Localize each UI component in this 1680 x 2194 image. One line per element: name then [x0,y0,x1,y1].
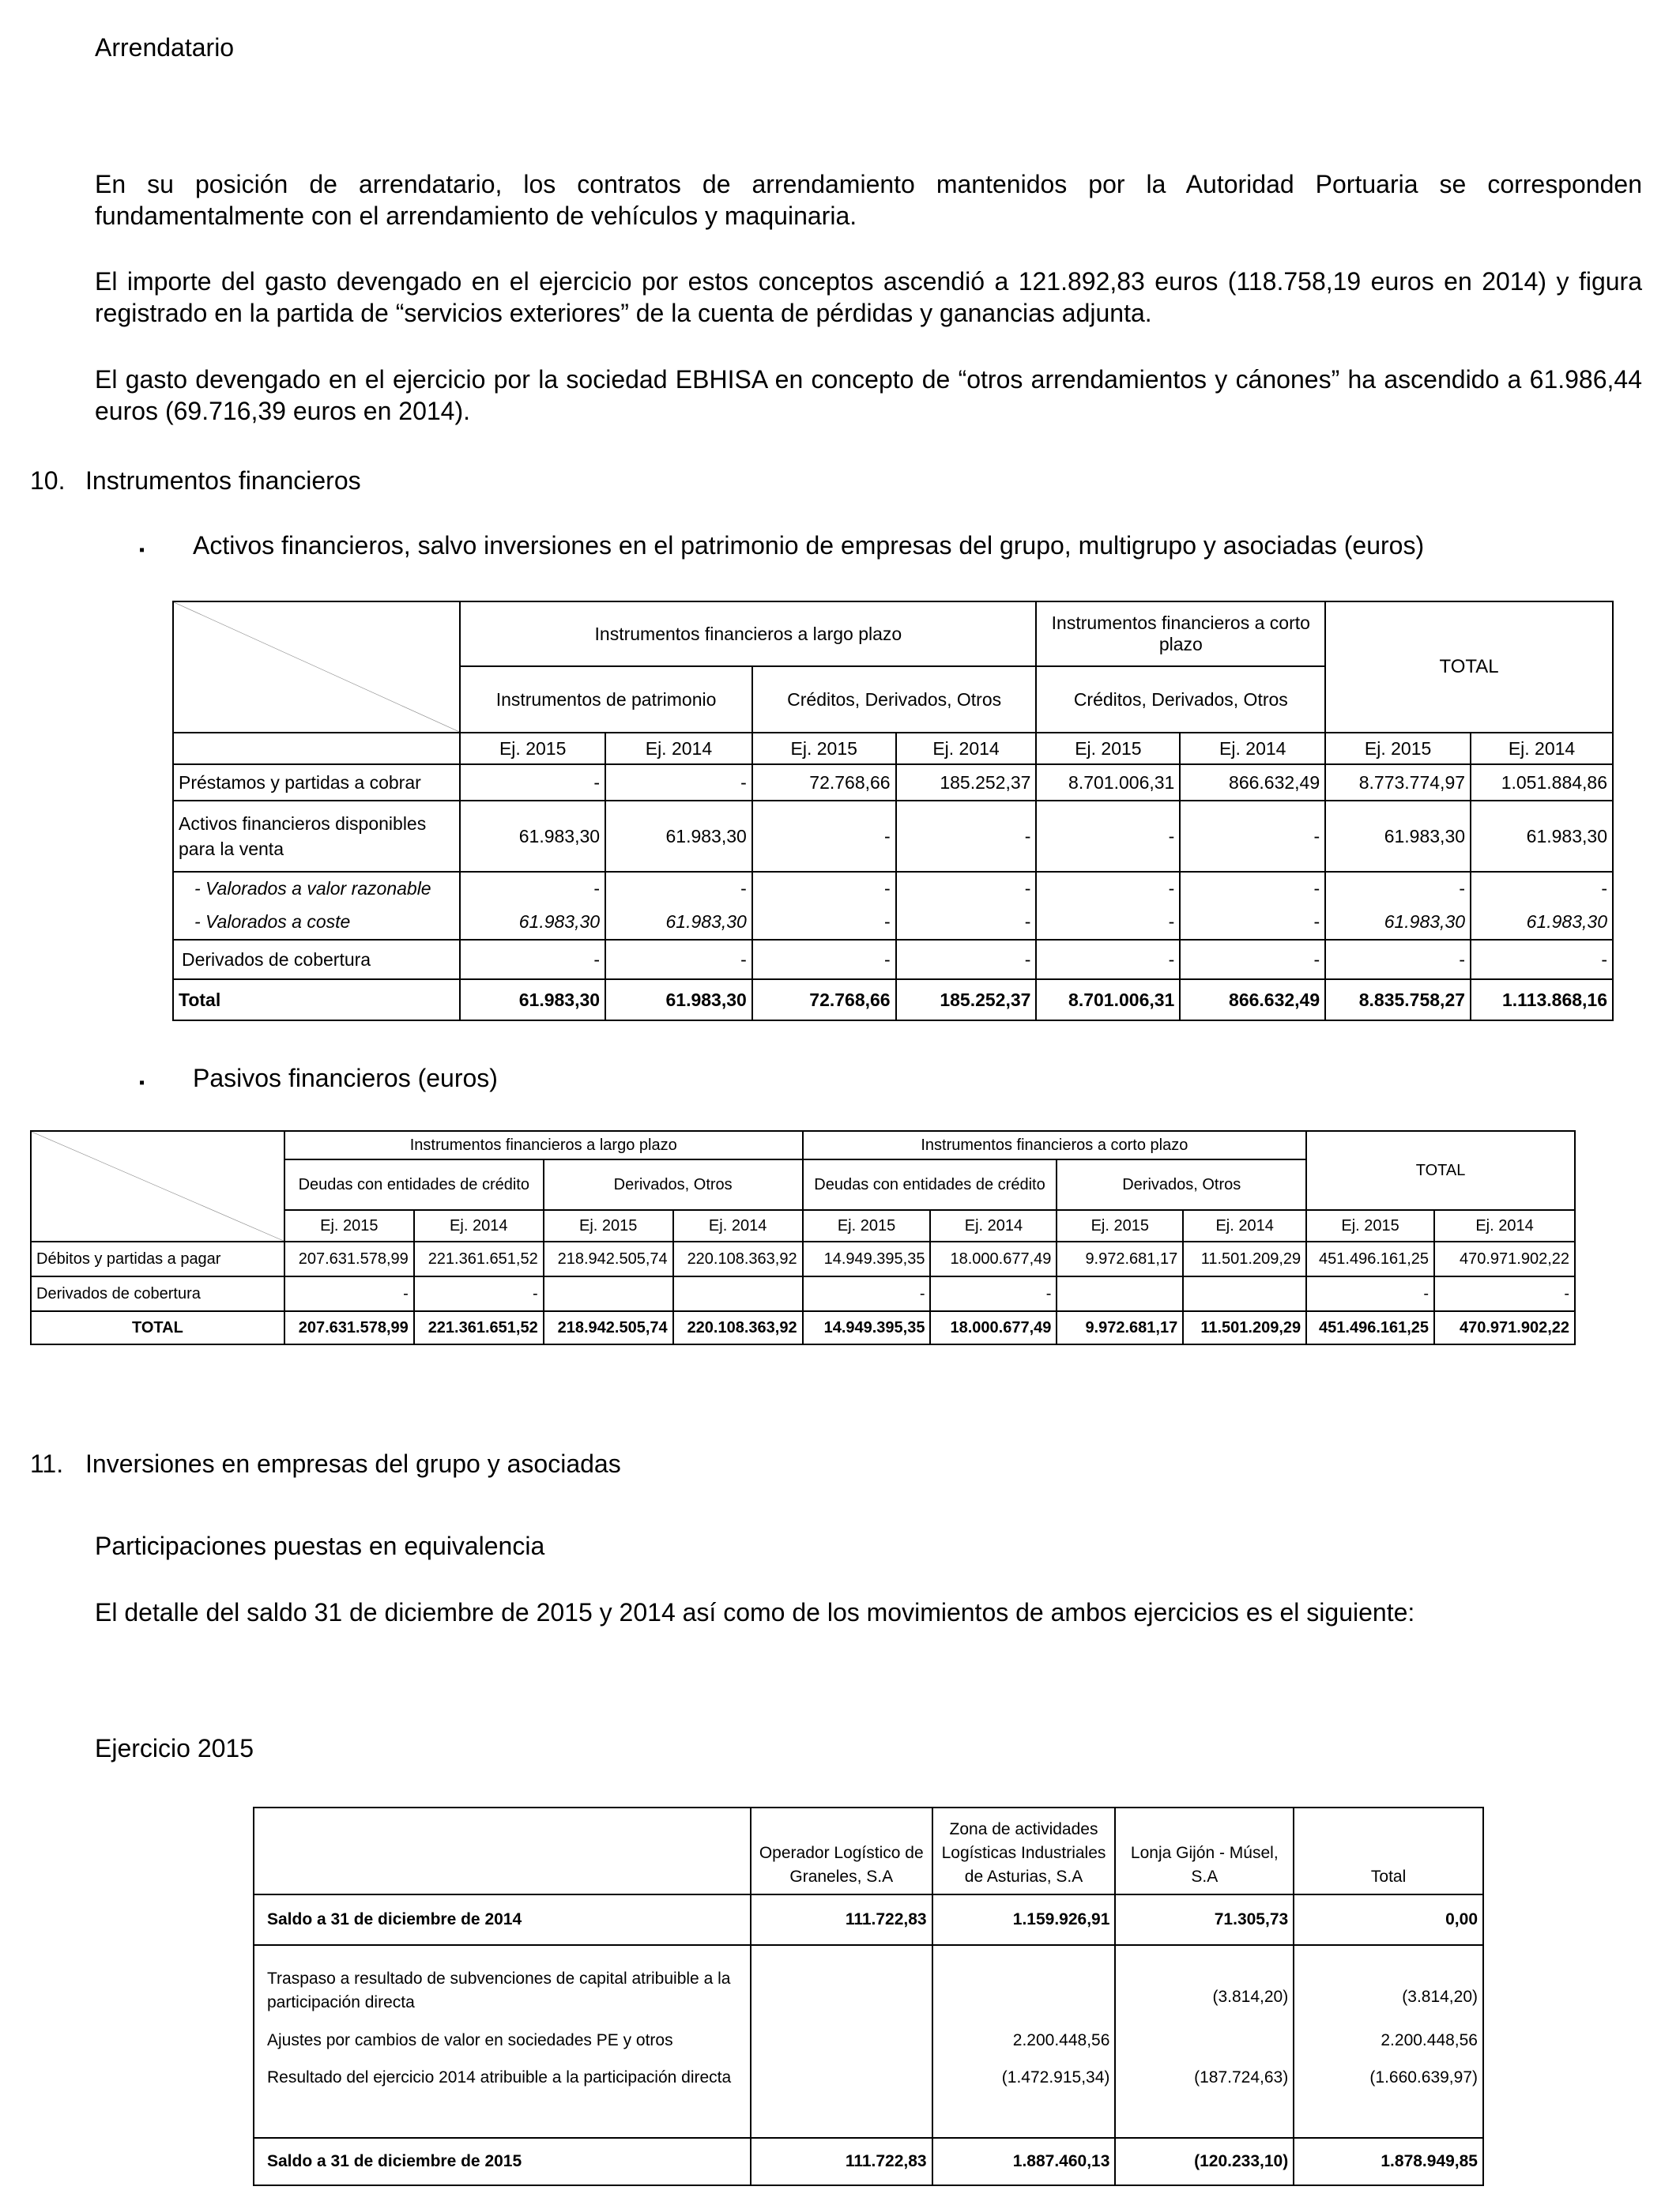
cell-value: 8.701.006,31 [1036,764,1180,801]
header-total: Total [1294,1808,1483,1894]
cell-value: - [284,1276,414,1311]
cell-value: - [752,905,896,940]
year-header: Ej. 2014 [414,1210,544,1242]
year-header: Ej. 2015 [460,733,605,764]
cell-value: 14.949.395,35 [803,1311,931,1344]
header-creditos-corto: Créditos, Derivados, Otros [1036,666,1325,733]
section-11-number: 11. [30,1449,64,1478]
cell-value: - [605,872,752,905]
section-11-title: Inversiones en empresas del grupo y asociadas [85,1449,621,1478]
header-largo-plazo: Instrumentos financieros a largo plazo [284,1131,803,1159]
year-header: Ej. 2015 [803,1210,931,1242]
year-header: Ej. 2014 [605,733,752,764]
cell-value: - [1325,872,1471,905]
section-10-number: 10. [30,466,66,495]
row-label: Saldo a 31 de diciembre de 2014 [254,1894,751,1945]
cell-value: - [460,764,605,801]
cell-value: 8.773.774,97 [1325,764,1471,801]
year-header: Ej. 2015 [1325,733,1471,764]
cell-value: 866.632,49 [1180,979,1325,1020]
cell-value: - [752,872,896,905]
table-row-total [254,2138,1483,2185]
subheading-arrendatario: Arrendatario [95,33,235,62]
activos-caption: Activos financieros, salvo inversiones en el patrimonio de empresas del grupo, multigrupo y asociadas (euros) [193,531,1425,560]
section-10-title: Instrumentos financieros [85,466,361,495]
cell-value: - [896,801,1037,872]
year-header: Ej. 2015 [1306,1210,1434,1242]
cell-value: - [605,764,752,801]
table-row [173,801,1613,872]
row-label: - Valorados a valor razonable [173,872,460,905]
cell-value: (3.814,20) [1294,1945,1483,2019]
row-label: Saldo a 31 de diciembre de 2015 [254,2138,751,2185]
cell-value: 18.000.677,49 [930,1242,1057,1276]
cell-value: - [605,940,752,979]
cell-value [751,2019,932,2062]
cell-value [751,2062,932,2138]
cell-value: - [1471,872,1613,905]
cell-value: 1.887.460,13 [932,2138,1116,2185]
cell-value: 72.768,66 [752,764,896,801]
cell-value [544,1276,673,1311]
cell-value: 14.949.395,35 [803,1242,931,1276]
header-total: TOTAL [1325,601,1613,733]
year-header: Ej. 2015 [1057,1210,1183,1242]
ejercicio-heading: Ejercicio 2015 [95,1734,254,1762]
cell-value: 61.983,30 [605,905,752,940]
cell-value: 1.113.868,16 [1471,979,1613,1020]
table-row [31,1276,1575,1311]
row-label: Derivados de cobertura [173,940,460,979]
cell-value: 61.983,30 [1325,801,1471,872]
cell-value: 61.983,30 [605,979,752,1020]
table-row [173,872,1613,905]
header-creditos-largo: Créditos, Derivados, Otros [752,666,1037,733]
cell-value: 185.252,37 [896,979,1037,1020]
cell-value: 8.835.758,27 [1325,979,1471,1020]
cell-value: - [752,940,896,979]
table-row [254,1894,1483,1945]
detalle-paragraph: El detalle del saldo 31 de diciembre de 2015 y 2014 así como de los movimientos de ambos ejercicios es el siguiente: [95,1598,1415,1627]
table-row [173,764,1613,801]
cell-value [1115,2019,1294,2062]
bullet-icon: ▪ [139,541,145,559]
cell-value [673,1276,803,1311]
cell-value: 470.971.902,22 [1434,1242,1575,1276]
header-lonja-gijon: Lonja Gijón - Músel, S.A [1115,1808,1294,1894]
header-deudas-largo: Deudas con entidades de crédito [284,1159,544,1210]
cell-value: (3.814,20) [1115,1945,1294,2019]
cell-value: - [803,1276,931,1311]
paragraph-3: El gasto devengado en el ejercicio por la sociedad EBHISA en concepto de “otros arrendamientos y cánones” ha ascendido a 61.986,44 euros (69.716,39 euros en 2014). [95,365,1642,425]
cell-value: 221.361.651,52 [414,1242,544,1276]
year-header: Ej. 2015 [544,1210,673,1242]
header-deudas-corto: Deudas con entidades de crédito [803,1159,1057,1210]
cell-value: (120.233,10) [1115,2138,1294,2185]
header-corto-plazo: Instrumentos financieros a corto plazo [1036,601,1325,666]
cell-value: 451.496.161,25 [1306,1311,1434,1344]
header-largo-plazo: Instrumentos financieros a largo plazo [460,601,1036,666]
cell-value [1057,1276,1183,1311]
year-header: Ej. 2014 [1471,733,1613,764]
table-row [173,905,1613,940]
cell-value: (1.660.639,97) [1294,2062,1483,2138]
pasivos-caption: Pasivos financieros (euros) [193,1064,498,1092]
cell-value: - [414,1276,544,1311]
cell-value: - [1471,940,1613,979]
row-label: - Valorados a coste [173,905,460,940]
cell-value: 61.983,30 [460,905,605,940]
corner-diagonal-cell [173,601,460,733]
row-label: Préstamos y partidas a cobrar [173,764,460,801]
cell-value: - [896,872,1037,905]
year-header: Ej. 2014 [896,733,1037,764]
equivalencia-table [253,1807,1484,2186]
cell-value: 61.983,30 [1471,801,1613,872]
row-label: Total [173,979,460,1020]
year-header: Ej. 2015 [752,733,896,764]
table-row-total [173,979,1613,1020]
cell-value: 207.631.578,99 [284,1242,414,1276]
cell-value: 218.942.505,74 [544,1242,673,1276]
cell-value: - [1434,1276,1575,1311]
row-label: Resultado del ejercicio 2014 atribuible a la participación directa [254,2062,751,2138]
cell-value: 18.000.677,49 [930,1311,1057,1344]
table-row [254,2019,1483,2062]
cell-value: 9.972.681,17 [1057,1242,1183,1276]
cell-value: - [1036,940,1180,979]
cell-value: - [896,905,1037,940]
cell-value: 1.051.884,86 [1471,764,1613,801]
cell-value: - [1180,905,1325,940]
row-label: Derivados de cobertura [31,1276,284,1311]
cell-value: - [930,1276,1057,1311]
cell-value: 2.200.448,56 [932,2019,1116,2062]
header-instrumentos-patrimonio: Instrumentos de patrimonio [460,666,752,733]
cell-value: 71.305,73 [1115,1894,1294,1945]
row-label: Ajustes por cambios de valor en sociedades PE y otros [254,2019,751,2062]
cell-value: - [752,801,896,872]
cell-value [751,1945,932,2019]
table-row [254,2062,1483,2138]
cell-value: 2.200.448,56 [1294,2019,1483,2062]
row-label: Activos financieros disponibles para la venta [173,801,460,872]
year-header: Ej. 2014 [930,1210,1057,1242]
cell-value: 11.501.209,29 [1183,1311,1306,1344]
cell-value: 866.632,49 [1180,764,1325,801]
cell-value: 0,00 [1294,1894,1483,1945]
cell-value: 207.631.578,99 [284,1311,414,1344]
cell-value: 185.252,37 [896,764,1037,801]
header-empty-cell [254,1808,751,1894]
header-operador-logistico: Operador Logístico de Graneles, S.A [751,1808,932,1894]
table-row [254,1945,1483,2019]
table-row-total [31,1311,1575,1344]
table-row [173,940,1613,979]
cell-value: 61.983,30 [605,801,752,872]
cell-value: 61.983,30 [460,801,605,872]
cell-value: 61.983,30 [1325,905,1471,940]
cell-value: 1.159.926,91 [932,1894,1116,1945]
cell-value: - [460,872,605,905]
participaciones-heading: Participaciones puestas en equivalencia [95,1532,545,1560]
cell-value: (1.472.915,34) [932,2062,1116,2138]
pasivos-table [30,1130,1576,1345]
row-label: TOTAL [31,1311,284,1344]
cell-value: - [1325,940,1471,979]
cell-value: - [1180,872,1325,905]
year-header: Ej. 2014 [1183,1210,1306,1242]
header-zona-actividades: Zona de actividades Logísticas Industriales de Asturias, S.A [932,1808,1116,1894]
paragraph-2: El importe del gasto devengado en el ejercicio por estos conceptos ascendió a 121.892,83 euros (118.758,19 euros en 2014) y figura registrado en la partida de “servicios exteriores” de la cuenta de pérdidas y ganancias adjunta. [95,267,1642,327]
cell-value: (187.724,63) [1115,2062,1294,2138]
cell-value: - [460,940,605,979]
cell-value: - [1036,801,1180,872]
year-header: Ej. 2015 [1036,733,1180,764]
cell-value: 470.971.902,22 [1434,1311,1575,1344]
year-header: Ej. 2014 [673,1210,803,1242]
header-derivados-largo: Derivados, Otros [544,1159,803,1210]
cell-value: 61.983,30 [460,979,605,1020]
corner-diagonal-cell [31,1131,284,1242]
table-row [31,1242,1575,1276]
bullet-icon: ▪ [139,1074,145,1091]
cell-value: - [1180,801,1325,872]
cell-value: 218.942.505,74 [544,1311,673,1344]
cell-value: 1.878.949,85 [1294,2138,1483,2185]
cell-value: - [1036,905,1180,940]
cell-value: - [1180,940,1325,979]
cell-value: 11.501.209,29 [1183,1242,1306,1276]
year-header: Ej. 2014 [1180,733,1325,764]
cell-value: 220.108.363,92 [673,1311,803,1344]
cell-value: 9.972.681,17 [1057,1311,1183,1344]
activos-table [172,601,1614,1021]
row-label: Traspaso a resultado de subvenciones de capital atribuible a la participación directa [254,1945,751,2019]
cell-value: 111.722,83 [751,2138,932,2185]
year-row-spacer [173,733,460,764]
cell-value: 61.983,30 [1471,905,1613,940]
header-corto-plazo: Instrumentos financieros a corto plazo [803,1131,1307,1159]
cell-value [1183,1276,1306,1311]
cell-value: - [1306,1276,1434,1311]
cell-value: - [1036,872,1180,905]
header-total: TOTAL [1306,1131,1575,1210]
cell-value: - [896,940,1037,979]
year-header: Ej. 2015 [284,1210,414,1242]
cell-value: 72.768,66 [752,979,896,1020]
row-label: Débitos y partidas a pagar [31,1242,284,1276]
cell-value [932,1945,1116,2019]
paragraph-1: En su posición de arrendatario, los contratos de arrendamiento mantenidos por la Autoridad Portuaria se corresponden fundamentalmente con el arrendamiento de vehículos y maquinaria. [95,170,1642,230]
cell-value: 221.361.651,52 [414,1311,544,1344]
cell-value: 8.701.006,31 [1036,979,1180,1020]
cell-value: 111.722,83 [751,1894,932,1945]
cell-value: 220.108.363,92 [673,1242,803,1276]
header-derivados-corto: Derivados, Otros [1057,1159,1306,1210]
year-header: Ej. 2014 [1434,1210,1575,1242]
cell-value: 451.496.161,25 [1306,1242,1434,1276]
